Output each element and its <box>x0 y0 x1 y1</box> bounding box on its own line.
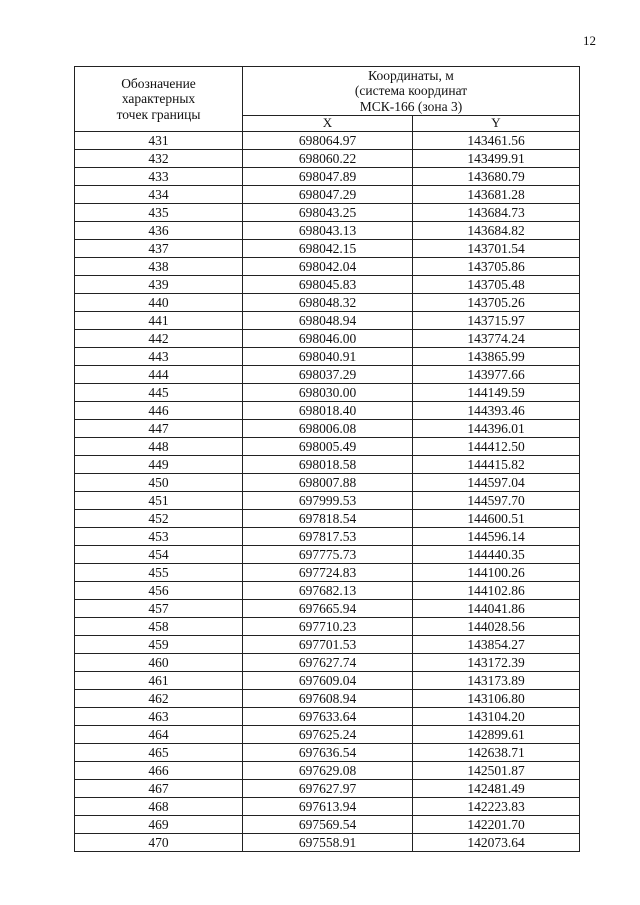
x-coordinate-cell: 697682.13 <box>243 581 413 599</box>
y-coordinate-cell: 144028.56 <box>413 617 580 635</box>
point-id-cell: 467 <box>75 779 243 797</box>
y-coordinate-cell: 143173.89 <box>413 671 580 689</box>
y-coordinate-cell: 143865.99 <box>413 347 580 365</box>
point-id-cell: 458 <box>75 617 243 635</box>
x-coordinate-cell: 697710.23 <box>243 617 413 635</box>
point-id-cell: 465 <box>75 743 243 761</box>
x-coordinate-cell: 697558.91 <box>243 833 413 851</box>
point-id-cell: 436 <box>75 221 243 239</box>
x-coordinate-cell: 698042.04 <box>243 257 413 275</box>
point-id-cell: 466 <box>75 761 243 779</box>
y-coordinate-cell: 142899.61 <box>413 725 580 743</box>
x-coordinate-cell: 698043.25 <box>243 203 413 221</box>
table-row <box>75 185 580 203</box>
table-row <box>75 545 580 563</box>
x-coordinate-cell: 697629.08 <box>243 761 413 779</box>
y-coordinate-cell: 143499.91 <box>413 149 580 167</box>
x-coordinate-cell: 698018.40 <box>243 401 413 419</box>
table-row <box>75 779 580 797</box>
y-coordinate-cell: 142223.83 <box>413 797 580 815</box>
x-coordinate-cell: 697613.94 <box>243 797 413 815</box>
table-row <box>75 437 580 455</box>
y-coordinate-cell: 143774.24 <box>413 329 580 347</box>
table-row <box>75 599 580 617</box>
table-row <box>75 725 580 743</box>
x-coordinate-cell: 698048.32 <box>243 293 413 311</box>
header-coordinates: Координаты, м (система координат МСК-166 (зона 3) <box>243 67 580 116</box>
point-id-cell: 447 <box>75 419 243 437</box>
y-coordinate-cell: 143680.79 <box>413 167 580 185</box>
table-row <box>75 347 580 365</box>
y-coordinate-cell: 143104.20 <box>413 707 580 725</box>
y-coordinate-cell: 143977.66 <box>413 365 580 383</box>
point-id-cell: 469 <box>75 815 243 833</box>
table-row <box>75 491 580 509</box>
point-id-cell: 457 <box>75 599 243 617</box>
x-coordinate-cell: 698045.83 <box>243 275 413 293</box>
table-body <box>75 131 580 851</box>
table-row <box>75 581 580 599</box>
x-coordinate-cell: 698043.13 <box>243 221 413 239</box>
point-id-cell: 462 <box>75 689 243 707</box>
table-row <box>75 761 580 779</box>
y-coordinate-cell: 143701.54 <box>413 239 580 257</box>
table-header <box>75 67 580 132</box>
point-id-cell: 450 <box>75 473 243 491</box>
point-id-cell: 459 <box>75 635 243 653</box>
table-row <box>75 815 580 833</box>
table-row <box>75 527 580 545</box>
table-row <box>75 329 580 347</box>
y-coordinate-cell: 142481.49 <box>413 779 580 797</box>
x-coordinate-cell: 697818.54 <box>243 509 413 527</box>
table-row <box>75 203 580 221</box>
x-coordinate-cell: 697665.94 <box>243 599 413 617</box>
coordinates-table <box>74 66 580 852</box>
x-coordinate-cell: 698048.94 <box>243 311 413 329</box>
header-x: X <box>243 116 413 132</box>
y-coordinate-cell: 144597.70 <box>413 491 580 509</box>
y-coordinate-cell: 143684.73 <box>413 203 580 221</box>
y-coordinate-cell: 143684.82 <box>413 221 580 239</box>
x-coordinate-cell: 697569.54 <box>243 815 413 833</box>
y-coordinate-cell: 142638.71 <box>413 743 580 761</box>
point-id-cell: 433 <box>75 167 243 185</box>
point-id-cell: 432 <box>75 149 243 167</box>
x-coordinate-cell: 698047.29 <box>243 185 413 203</box>
point-id-cell: 431 <box>75 131 243 149</box>
y-coordinate-cell: 143705.86 <box>413 257 580 275</box>
x-coordinate-cell: 697627.74 <box>243 653 413 671</box>
point-id-cell: 452 <box>75 509 243 527</box>
y-coordinate-cell: 144600.51 <box>413 509 580 527</box>
table-row <box>75 635 580 653</box>
point-id-cell: 438 <box>75 257 243 275</box>
table-row <box>75 257 580 275</box>
point-id-cell: 449 <box>75 455 243 473</box>
point-id-cell: 448 <box>75 437 243 455</box>
x-coordinate-cell: 698018.58 <box>243 455 413 473</box>
point-id-cell: 454 <box>75 545 243 563</box>
y-coordinate-cell: 143106.80 <box>413 689 580 707</box>
y-coordinate-cell: 144396.01 <box>413 419 580 437</box>
y-coordinate-cell: 143461.56 <box>413 131 580 149</box>
point-id-cell: 434 <box>75 185 243 203</box>
x-coordinate-cell: 698046.00 <box>243 329 413 347</box>
y-coordinate-cell: 144412.50 <box>413 437 580 455</box>
table-row <box>75 653 580 671</box>
point-id-cell: 463 <box>75 707 243 725</box>
point-id-cell: 453 <box>75 527 243 545</box>
y-coordinate-cell: 144596.14 <box>413 527 580 545</box>
point-id-cell: 455 <box>75 563 243 581</box>
x-coordinate-cell: 698064.97 <box>243 131 413 149</box>
point-id-cell: 445 <box>75 383 243 401</box>
point-id-cell: 444 <box>75 365 243 383</box>
y-coordinate-cell: 143715.97 <box>413 311 580 329</box>
table-row <box>75 311 580 329</box>
point-id-cell: 460 <box>75 653 243 671</box>
table-row <box>75 221 580 239</box>
table-row <box>75 833 580 851</box>
y-coordinate-cell: 144100.26 <box>413 563 580 581</box>
table-row <box>75 743 580 761</box>
x-coordinate-cell: 697636.54 <box>243 743 413 761</box>
point-id-cell: 456 <box>75 581 243 599</box>
x-coordinate-cell: 698040.91 <box>243 347 413 365</box>
point-id-cell: 446 <box>75 401 243 419</box>
table-row <box>75 473 580 491</box>
table-row <box>75 167 580 185</box>
y-coordinate-cell: 144440.35 <box>413 545 580 563</box>
y-coordinate-cell: 143705.26 <box>413 293 580 311</box>
x-coordinate-cell: 697633.64 <box>243 707 413 725</box>
y-coordinate-cell: 142073.64 <box>413 833 580 851</box>
point-id-cell: 451 <box>75 491 243 509</box>
x-coordinate-cell: 697627.97 <box>243 779 413 797</box>
x-coordinate-cell: 697724.83 <box>243 563 413 581</box>
y-coordinate-cell: 143854.27 <box>413 635 580 653</box>
x-coordinate-cell: 698007.88 <box>243 473 413 491</box>
table-row <box>75 509 580 527</box>
y-coordinate-cell: 144149.59 <box>413 383 580 401</box>
table-row <box>75 617 580 635</box>
header-y: Y <box>413 116 580 132</box>
point-id-cell: 461 <box>75 671 243 689</box>
table-row <box>75 293 580 311</box>
point-id-cell: 440 <box>75 293 243 311</box>
x-coordinate-cell: 697999.53 <box>243 491 413 509</box>
y-coordinate-cell: 142201.70 <box>413 815 580 833</box>
x-coordinate-cell: 698042.15 <box>243 239 413 257</box>
point-id-cell: 464 <box>75 725 243 743</box>
x-coordinate-cell: 698006.08 <box>243 419 413 437</box>
point-id-cell: 443 <box>75 347 243 365</box>
x-coordinate-cell: 697775.73 <box>243 545 413 563</box>
y-coordinate-cell: 144102.86 <box>413 581 580 599</box>
page-number: 12 <box>583 33 596 48</box>
y-coordinate-cell: 144415.82 <box>413 455 580 473</box>
table-row <box>75 689 580 707</box>
point-id-cell: 470 <box>75 833 243 851</box>
table-row <box>75 131 580 149</box>
y-coordinate-cell: 143172.39 <box>413 653 580 671</box>
y-coordinate-cell: 143705.48 <box>413 275 580 293</box>
x-coordinate-cell: 698005.49 <box>243 437 413 455</box>
table-row <box>75 563 580 581</box>
point-id-cell: 435 <box>75 203 243 221</box>
y-coordinate-cell: 144597.04 <box>413 473 580 491</box>
table-row <box>75 797 580 815</box>
table-row <box>75 707 580 725</box>
table-row <box>75 383 580 401</box>
table-row <box>75 149 580 167</box>
point-id-cell: 468 <box>75 797 243 815</box>
y-coordinate-cell: 144041.86 <box>413 599 580 617</box>
x-coordinate-cell: 698047.89 <box>243 167 413 185</box>
table-row <box>75 239 580 257</box>
header-point-designation: Обозначение характерных точек границы <box>75 67 243 132</box>
x-coordinate-cell: 698060.22 <box>243 149 413 167</box>
x-coordinate-cell: 697625.24 <box>243 725 413 743</box>
table-row <box>75 455 580 473</box>
point-id-cell: 441 <box>75 311 243 329</box>
x-coordinate-cell: 697609.04 <box>243 671 413 689</box>
point-id-cell: 437 <box>75 239 243 257</box>
x-coordinate-cell: 698030.00 <box>243 383 413 401</box>
y-coordinate-cell: 142501.87 <box>413 761 580 779</box>
x-coordinate-cell: 697817.53 <box>243 527 413 545</box>
y-coordinate-cell: 144393.46 <box>413 401 580 419</box>
table-row <box>75 401 580 419</box>
table-row <box>75 419 580 437</box>
table-row <box>75 671 580 689</box>
y-coordinate-cell: 143681.28 <box>413 185 580 203</box>
point-id-cell: 439 <box>75 275 243 293</box>
point-id-cell: 442 <box>75 329 243 347</box>
table-row <box>75 275 580 293</box>
x-coordinate-cell: 697701.53 <box>243 635 413 653</box>
x-coordinate-cell: 698037.29 <box>243 365 413 383</box>
table-row <box>75 365 580 383</box>
x-coordinate-cell: 697608.94 <box>243 689 413 707</box>
